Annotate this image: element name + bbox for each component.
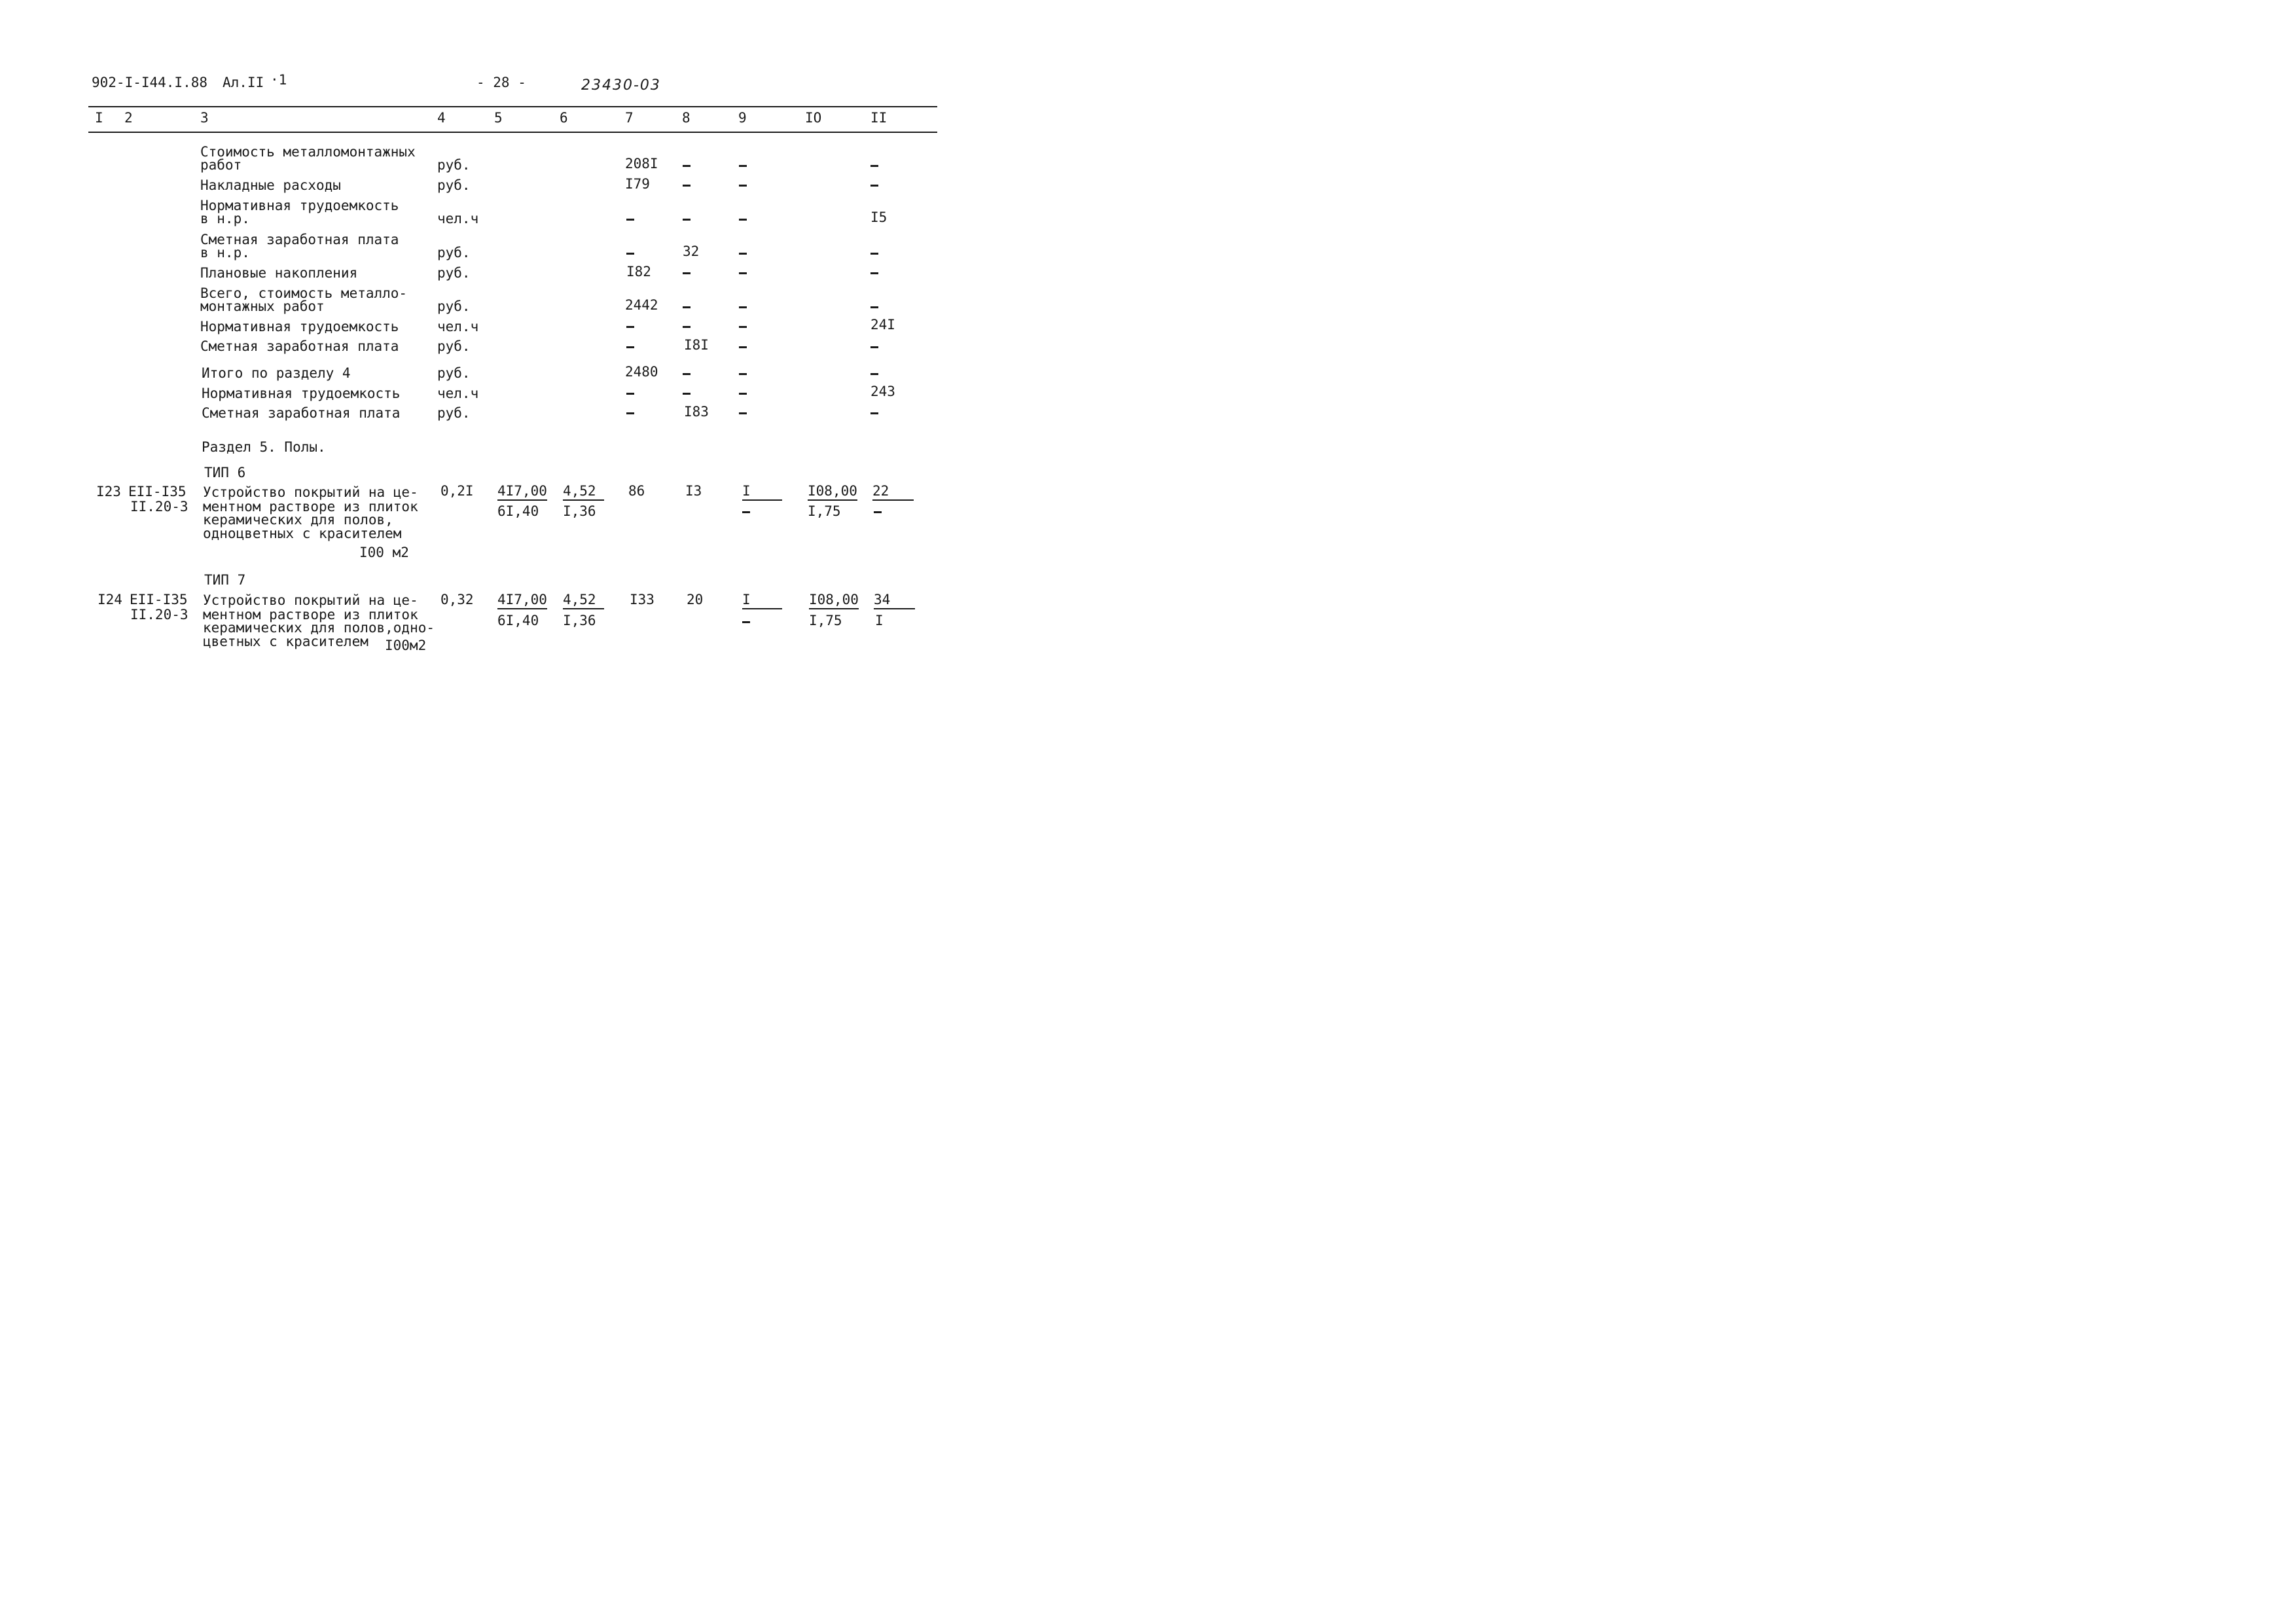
dash-col8: [683, 393, 691, 395]
row-col7: I79: [625, 176, 650, 192]
dash-col9: [739, 346, 747, 348]
page-number: - 28 -: [476, 75, 526, 90]
row-unit: чел.ч: [437, 211, 479, 226]
item-col11-secondary: I: [875, 613, 884, 628]
row-name-line1: Нормативная трудоемкость: [200, 319, 399, 334]
row-col7: 2442: [625, 297, 658, 313]
row-unit: руб.: [437, 298, 471, 314]
column-header-10: IO: [805, 110, 822, 126]
row-name-line1: Нормативная трудоемкость: [202, 386, 401, 401]
item-description-line1: Устройство покрытий на це-: [203, 592, 418, 608]
item-col11-value: 22: [872, 484, 914, 501]
section-title: Раздел 5. Полы.: [202, 439, 326, 455]
column-header-5: 5: [494, 110, 503, 126]
row-name-line1: Сметная заработная плата: [202, 405, 401, 421]
row-name-line1: Итого по разделу 4: [202, 365, 351, 381]
row-col11: 243: [870, 384, 895, 399]
column-header-9: 9: [738, 110, 747, 126]
dash-col9: [739, 272, 747, 274]
type-label: ТИП 6: [204, 465, 246, 480]
dash-col11: [870, 373, 878, 375]
item-description-line4: цветных с красителем: [203, 634, 368, 649]
dash-col9: [739, 306, 747, 308]
item-col6-secondary: I,36: [563, 613, 596, 628]
dash-col9: [739, 219, 747, 221]
item-unit-cost: [497, 593, 547, 609]
item-col9: [742, 484, 782, 501]
type-label: ТИП 7: [204, 572, 246, 588]
dash-col8: [683, 185, 691, 187]
row-name-line1: Всего, стоимость металло-: [200, 285, 408, 301]
row-col7: 2480: [625, 364, 658, 380]
row-unit: руб.: [437, 177, 471, 193]
item-number: I23: [96, 484, 121, 499]
dash-col9: [739, 373, 747, 375]
row-name-line2: в н.р.: [200, 211, 250, 226]
row-name-line2: в н.р.: [200, 245, 250, 261]
column-header-11: II: [870, 110, 888, 126]
row-unit: чел.ч: [437, 319, 479, 334]
item-unit-cost-value: 4I7,00: [497, 484, 547, 501]
item-description-line1: Устройство покрытий на це-: [203, 484, 418, 500]
item-col9: [742, 593, 782, 609]
dash-col7: [626, 219, 634, 221]
row-unit: чел.ч: [437, 386, 479, 401]
dash-col11: [870, 346, 878, 348]
item-col10-value: I08,00: [809, 593, 859, 609]
item-unit-cost-wages: 6I,40: [497, 613, 539, 628]
row-col11: I5: [870, 209, 888, 225]
table-header-rule: [88, 132, 937, 133]
item-col11: [872, 484, 914, 501]
row-col8: 32: [683, 244, 700, 259]
item-col10: [809, 593, 859, 609]
item-col6-value: 4,52: [563, 593, 604, 609]
item-code-secondary: II.20-3: [130, 499, 188, 514]
item-col6: [563, 593, 604, 609]
item-col10-secondary: I,75: [808, 503, 841, 519]
row-unit: руб.: [437, 365, 471, 381]
column-header-4: 4: [437, 110, 446, 126]
item-quantity: 0,32: [440, 592, 474, 607]
dash-col9: [739, 165, 747, 167]
item-unit-cost-wages: 6I,40: [497, 503, 539, 519]
dash-col8: [683, 219, 691, 221]
item-unit-cost: [497, 484, 547, 501]
item-number: I24: [98, 592, 122, 607]
item-code-secondary: II.20-3: [130, 607, 188, 623]
handwritten-number: 23430-03: [581, 77, 661, 94]
dash-col11: [870, 253, 878, 255]
item-col6: [563, 484, 604, 501]
column-header-7: 7: [625, 110, 634, 126]
item-description-line3: керамических для полов,одно-: [203, 620, 435, 636]
item-description-line3: керамических для полов,: [203, 512, 393, 528]
item-description-line2: ментном растворе из плиток: [203, 499, 418, 514]
row-col11: 24I: [870, 317, 895, 333]
dash-col9: [739, 393, 747, 395]
item-col6-secondary: I,36: [563, 503, 596, 519]
dash-col8: [683, 373, 691, 375]
row-col7: I82: [626, 264, 651, 280]
dash-col9: [739, 326, 747, 328]
row-name-line1: Плановые накопления: [200, 265, 358, 281]
column-header-2: 2: [124, 110, 133, 126]
item-code: EII-I35: [128, 484, 187, 499]
row-name-line1: Сметная заработная плата: [200, 232, 399, 247]
item-col10-value: I08,00: [808, 484, 857, 501]
album-label: Ал.II: [223, 75, 264, 90]
dash-col7: [626, 326, 634, 328]
row-unit: руб.: [437, 245, 471, 261]
column-header-6: 6: [560, 110, 568, 126]
row-unit: руб.: [437, 405, 471, 421]
row-col8: I83: [684, 404, 709, 420]
item-description-line4: одноцветных с красителем: [203, 526, 402, 541]
item-code: EII-I35: [130, 592, 188, 607]
dash-col9: [739, 253, 747, 255]
row-unit: руб.: [437, 265, 471, 281]
item-measure-unit: I00м2: [385, 638, 427, 653]
column-header-3: 3: [200, 110, 209, 126]
item-unit-cost-value: 4I7,00: [497, 593, 547, 609]
table-top-rule: [88, 106, 937, 107]
row-name-line2: монтажных работ: [200, 298, 325, 314]
item-col11: [874, 593, 915, 609]
dash-col7: [626, 393, 634, 395]
item-col8: 20: [687, 592, 704, 607]
row-unit: руб.: [437, 338, 471, 354]
item-quantity: 0,2I: [440, 483, 474, 499]
dash-col11: [870, 272, 878, 274]
row-name-line2: работ: [200, 157, 242, 173]
item-col6-value: 4,52: [563, 484, 604, 501]
dash-col9-secondary: [742, 511, 750, 513]
album-mark: ·1: [270, 72, 287, 88]
row-name-line1: Стоимость металломонтажных: [200, 144, 416, 160]
column-header-1: I: [95, 110, 103, 126]
row-name-line1: Накладные расходы: [200, 177, 341, 193]
dash-col7: [626, 412, 634, 414]
dash-col7: [626, 346, 634, 348]
item-col7: I33: [630, 592, 655, 607]
dash-col11: [870, 185, 878, 187]
row-col7: 208I: [625, 156, 658, 171]
dash-col11-secondary: [874, 511, 882, 513]
item-measure-unit: I00 м2: [359, 545, 409, 560]
dash-col8: [683, 306, 691, 308]
row-unit: руб.: [437, 157, 471, 173]
dash-col9-secondary: [742, 621, 750, 623]
item-col10: [808, 484, 857, 501]
dash-col9: [739, 412, 747, 414]
row-name-line1: Сметная заработная плата: [200, 338, 399, 354]
dash-col11: [870, 306, 878, 308]
dash-col8: [683, 165, 691, 167]
dash-col11: [870, 165, 878, 167]
dash-col11: [870, 412, 878, 414]
dash-col8: [683, 326, 691, 328]
row-col8: I8I: [684, 337, 709, 353]
item-description-line2: ментном растворе из плиток: [203, 607, 418, 623]
dash-col9: [739, 185, 747, 187]
document-code: 902-I-I44.I.88: [92, 75, 208, 90]
dash-col8: [683, 272, 691, 274]
item-col7: 86: [628, 483, 645, 499]
item-col11-value: 34: [874, 593, 915, 609]
item-col10-secondary: I,75: [809, 613, 842, 628]
dash-col7: [626, 253, 634, 255]
item-col8: I3: [685, 483, 702, 499]
row-name-line1: Нормативная трудоемкость: [200, 198, 399, 213]
column-header-8: 8: [682, 110, 691, 126]
item-col9-value: I: [742, 484, 782, 501]
item-col9-value: I: [742, 593, 782, 609]
